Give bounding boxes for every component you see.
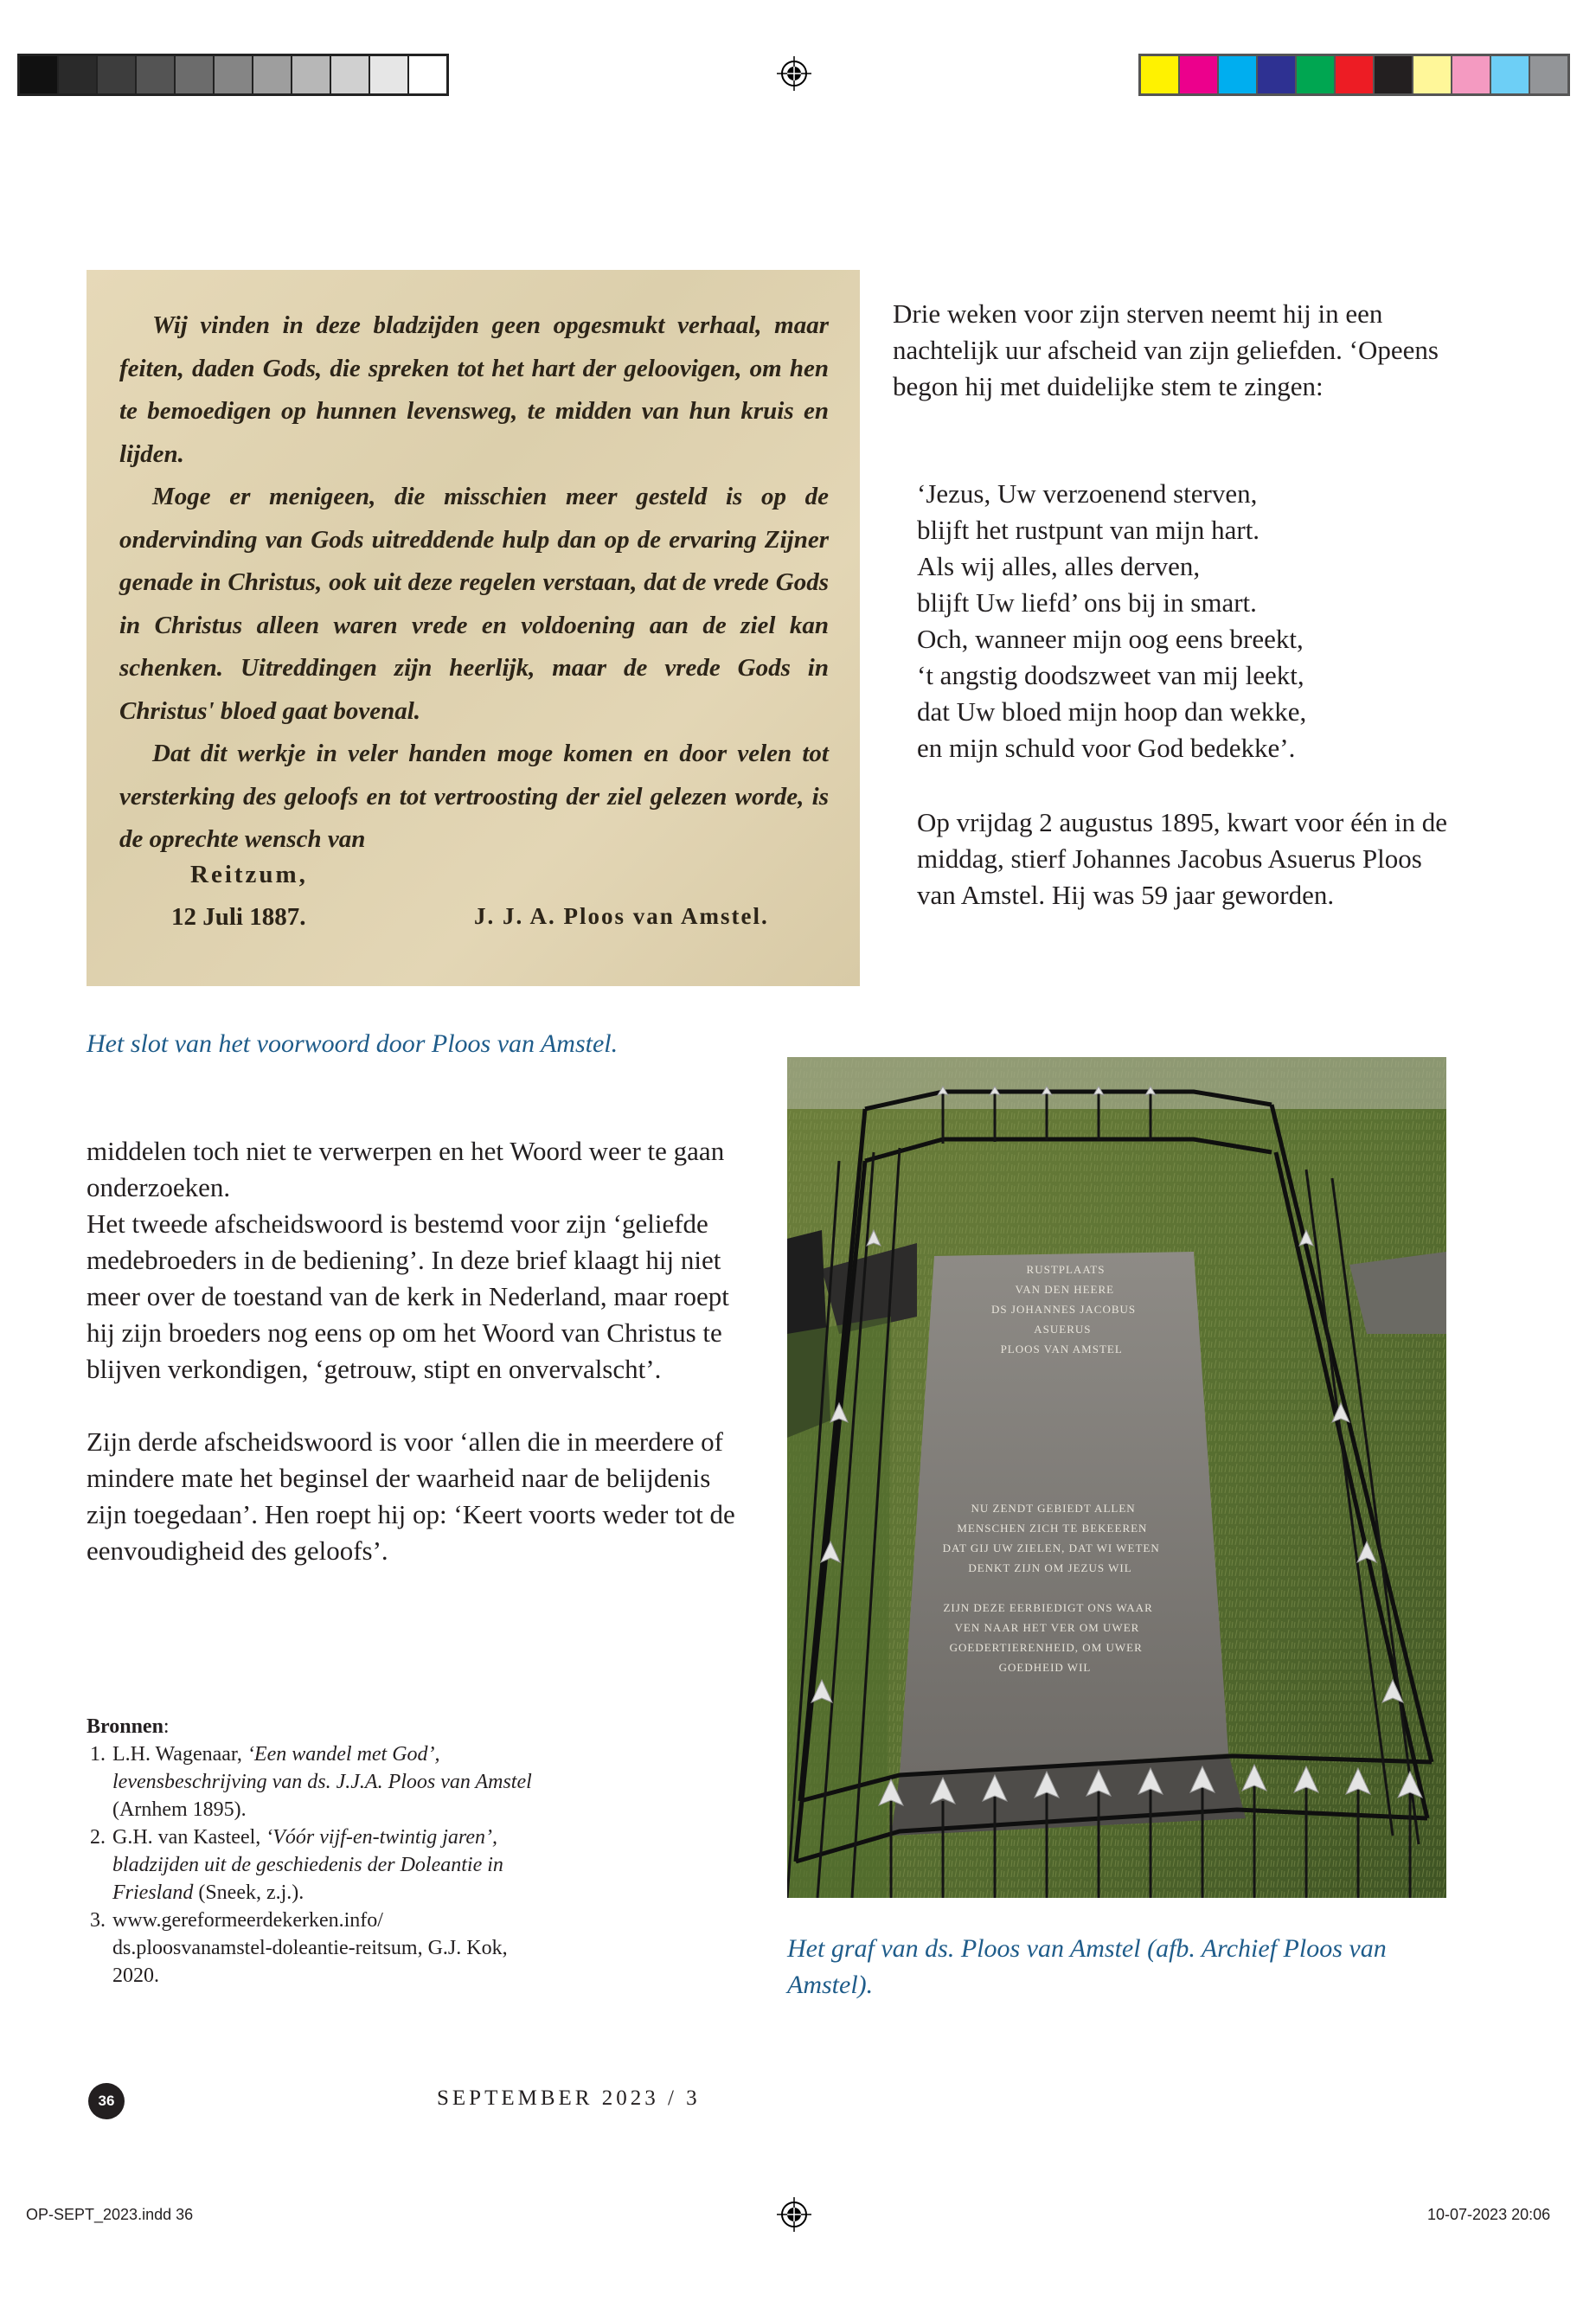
scan-paragraph: Moge er menigeen, die misschien meer gesteld is op de ondervinding van Gods uitreddende hulp dan op de ervaring Zijner genade in Christus, ook uit deze regelen verstaan, dat de vrede Gods in Christus alleen waren vrede en voldoening aan de ziel kan schenken. Uitreddingen zijn heerlijk, maar de vrede Gods in Christus' bloed gaat bovenal. <box>119 483 829 725</box>
grayscale-calibration-bar <box>17 54 449 96</box>
slug-left: OP-SEPT_2023.indd 36 <box>26 2206 194 2223</box>
registration-mark-top-icon <box>777 56 811 91</box>
left-column <box>87 1133 753 1569</box>
gray-swatch <box>331 56 370 93</box>
gray-swatch <box>137 56 176 93</box>
poem-line: blijft het rustpunt van mijn hart. <box>917 515 1260 545</box>
inscription-line: GOEDERTIERENHEID, OM UWER <box>949 1641 1143 1654</box>
inscription-line: RUSTPLAATS <box>1026 1263 1106 1276</box>
scan-signature: J. J. A. Ploos van Amstel. <box>474 903 769 929</box>
color-swatch <box>1297 56 1336 93</box>
sources-block: Bronnen: 1. L.H. Wagenaar, ‘Een wandel met God’, levensbeschrijving van ds. J.J.A. Ploos van Amstel (Arnhem 1895). 2. G.H. van Kasteel, ‘Vóór vijf-en-twintig jaren’, bladzijden uit de geschiedenis der Doleantie in Friesland (Sneek, z.j.). 3. www.gereformeerdekerken.info/ ds.ploosvanamstel-doleantie-reitsum, G.J. Kok, 2020. <box>87 1713 536 1990</box>
grave-photo-caption: Het graf van ds. Ploos van Amstel (afb. Archief Ploos van Amstel). <box>787 1934 1387 1999</box>
color-swatch <box>1180 56 1219 93</box>
poem-line: ‘t angstig doodszweet van mij leekt, <box>917 660 1304 690</box>
page-number: 36 <box>88 2083 125 2119</box>
scan-paragraph: Dat dit werkje in veler handen moge komen en door velen tot versterking des geloofs en tot vertroosting der ziel gelezen worde, is de oprechte wensch van <box>119 740 829 853</box>
inscription-line: VAN DEN HEERE <box>1015 1283 1115 1296</box>
issue-label: SEPTEMBER 2023 / 3 <box>437 2086 701 2110</box>
scan-caption: Het slot van het voorwoord door Ploos van Amstel. <box>87 1029 619 1058</box>
scan-place: Reitzum, <box>190 861 308 888</box>
scanned-preface-image <box>87 270 860 986</box>
color-swatch <box>1491 56 1530 93</box>
poem-line: dat Uw bloed mijn hoop dan wekke, <box>917 696 1307 727</box>
poem-line: Och, wanneer mijn oog eens breekt, <box>917 624 1304 654</box>
poem-line: Als wij alles, alles derven, <box>917 551 1201 581</box>
grave-photo-illustration <box>787 1057 1446 1898</box>
inscription-line: VEN NAAR HET VER OM UWER <box>954 1621 1140 1634</box>
left-paragraph: Het tweede afscheidswoord is bestemd voor zijn ‘geliefde medebroeders in de bediening’. In deze brief klaagt hij niet meer over de toestand van de kerk in Nederland, maar roept hij zijn broeders nog eens op om het Woord van Christus te blijven verkondigen, ‘getrouw, stipt en onvervalscht’. <box>87 1208 729 1384</box>
poem <box>917 476 1453 766</box>
color-swatch <box>1375 56 1413 93</box>
gray-swatch <box>20 56 59 93</box>
color-swatch <box>1413 56 1452 93</box>
gray-swatch <box>370 56 409 93</box>
sources-list <box>87 1740 536 1990</box>
inscription-line: ZIJN DEZE EERBIEDIGT ONS WAAR <box>943 1601 1153 1614</box>
color-swatch <box>1141 56 1180 93</box>
color-swatch <box>1219 56 1258 93</box>
gray-swatch <box>215 56 253 93</box>
source-item: 2. G.H. van Kasteel, ‘Vóór vijf-en-twintig jaren’, bladzijden uit de geschiedenis der Doleantie in Friesland (Sneek, z.j.). <box>111 1823 536 1907</box>
registration-mark-bottom-icon <box>777 2197 811 2232</box>
intro-paragraph: Drie weken voor zijn sterven neemt hij in een nachtelijk uur afscheid van zijn geliefden. ‘Opeens begon hij met duidelijke stem te zingen: <box>893 298 1439 401</box>
poem-line: ‘Jezus, Uw verzoenend sterven, <box>917 478 1258 509</box>
gray-swatch <box>409 56 446 93</box>
gray-swatch <box>98 56 137 93</box>
left-paragraph: middelen toch niet te verwerpen en het Woord weer te gaan onderzoeken. <box>87 1136 725 1202</box>
left-paragraph: Zijn derde afscheidswoord is voor ‘allen die in meerdere of mindere mate het beginsel der waarheid naar de belijdenis zijn toegedaan’. Hen roept hij op: ‘Keert voorts weder tot de eenvoudigheid des geloofs’. <box>87 1426 735 1566</box>
inscription-line: DAT GIJ UW ZIELEN, DAT WI WETEN <box>942 1541 1160 1554</box>
sources-heading: Bronnen <box>87 1715 163 1738</box>
color-swatch <box>1258 56 1297 93</box>
color-calibration-bar <box>1138 54 1570 96</box>
inscription-line: PLOOS VAN AMSTEL <box>1000 1343 1123 1356</box>
slug-right: 10-07-2023 20:06 <box>1427 2206 1551 2223</box>
scan-text <box>119 304 829 862</box>
poem-line: en mijn schuld voor God bedekke’. <box>917 733 1296 763</box>
grave-photo <box>787 1057 1446 1898</box>
inscription-line: ASUERUS <box>1034 1323 1092 1336</box>
source-item: 1. L.H. Wagenaar, ‘Een wandel met God’, levensbeschrijving van ds. J.J.A. Ploos van Amstel (Arnhem 1895). <box>111 1740 536 1823</box>
right-column-intro <box>893 296 1446 405</box>
gray-swatch <box>176 56 215 93</box>
inscription-line: DS JOHANNES JACOBUS <box>991 1303 1137 1316</box>
source-item: 3. www.gereformeerdekerken.info/ ds.ploosvanamstel-doleantie-reitsum, G.J. Kok, 2020. <box>111 1907 536 1990</box>
gray-swatch <box>59 56 98 93</box>
gray-swatch <box>292 56 331 93</box>
inscription-line: MENSCHEN ZICH TE BEKEEREN <box>957 1522 1148 1535</box>
gray-swatch <box>253 56 292 93</box>
inscription-line: NU ZENDT GEBIEDT ALLEN <box>971 1502 1136 1515</box>
inscription-line: GOEDHEID WIL <box>998 1661 1092 1674</box>
closing-paragraph: Op vrijdag 2 augustus 1895, kwart voor één in de middag, stierf Johannes Jacobus Asuerus Ploos van Amstel. Hij was 59 jaar geworden. <box>917 807 1447 910</box>
poem-line: blijft Uw liefd’ ons bij in smart. <box>917 587 1257 618</box>
scan-date: 12 Juli 1887. <box>171 903 306 931</box>
inscription-line: DENKT ZIJN OM JEZUS WIL <box>968 1561 1132 1574</box>
color-swatch <box>1530 56 1567 93</box>
color-swatch <box>1452 56 1491 93</box>
scan-paragraph: Wij vinden in deze bladzijden geen opgesmukt verhaal, maar feiten, daden Gods, die spreken tot het hart der geloovigen, om hen te bemoedigen op hunnen levensweg, te midden van hun kruis en lijden. <box>119 311 829 468</box>
color-swatch <box>1336 56 1375 93</box>
